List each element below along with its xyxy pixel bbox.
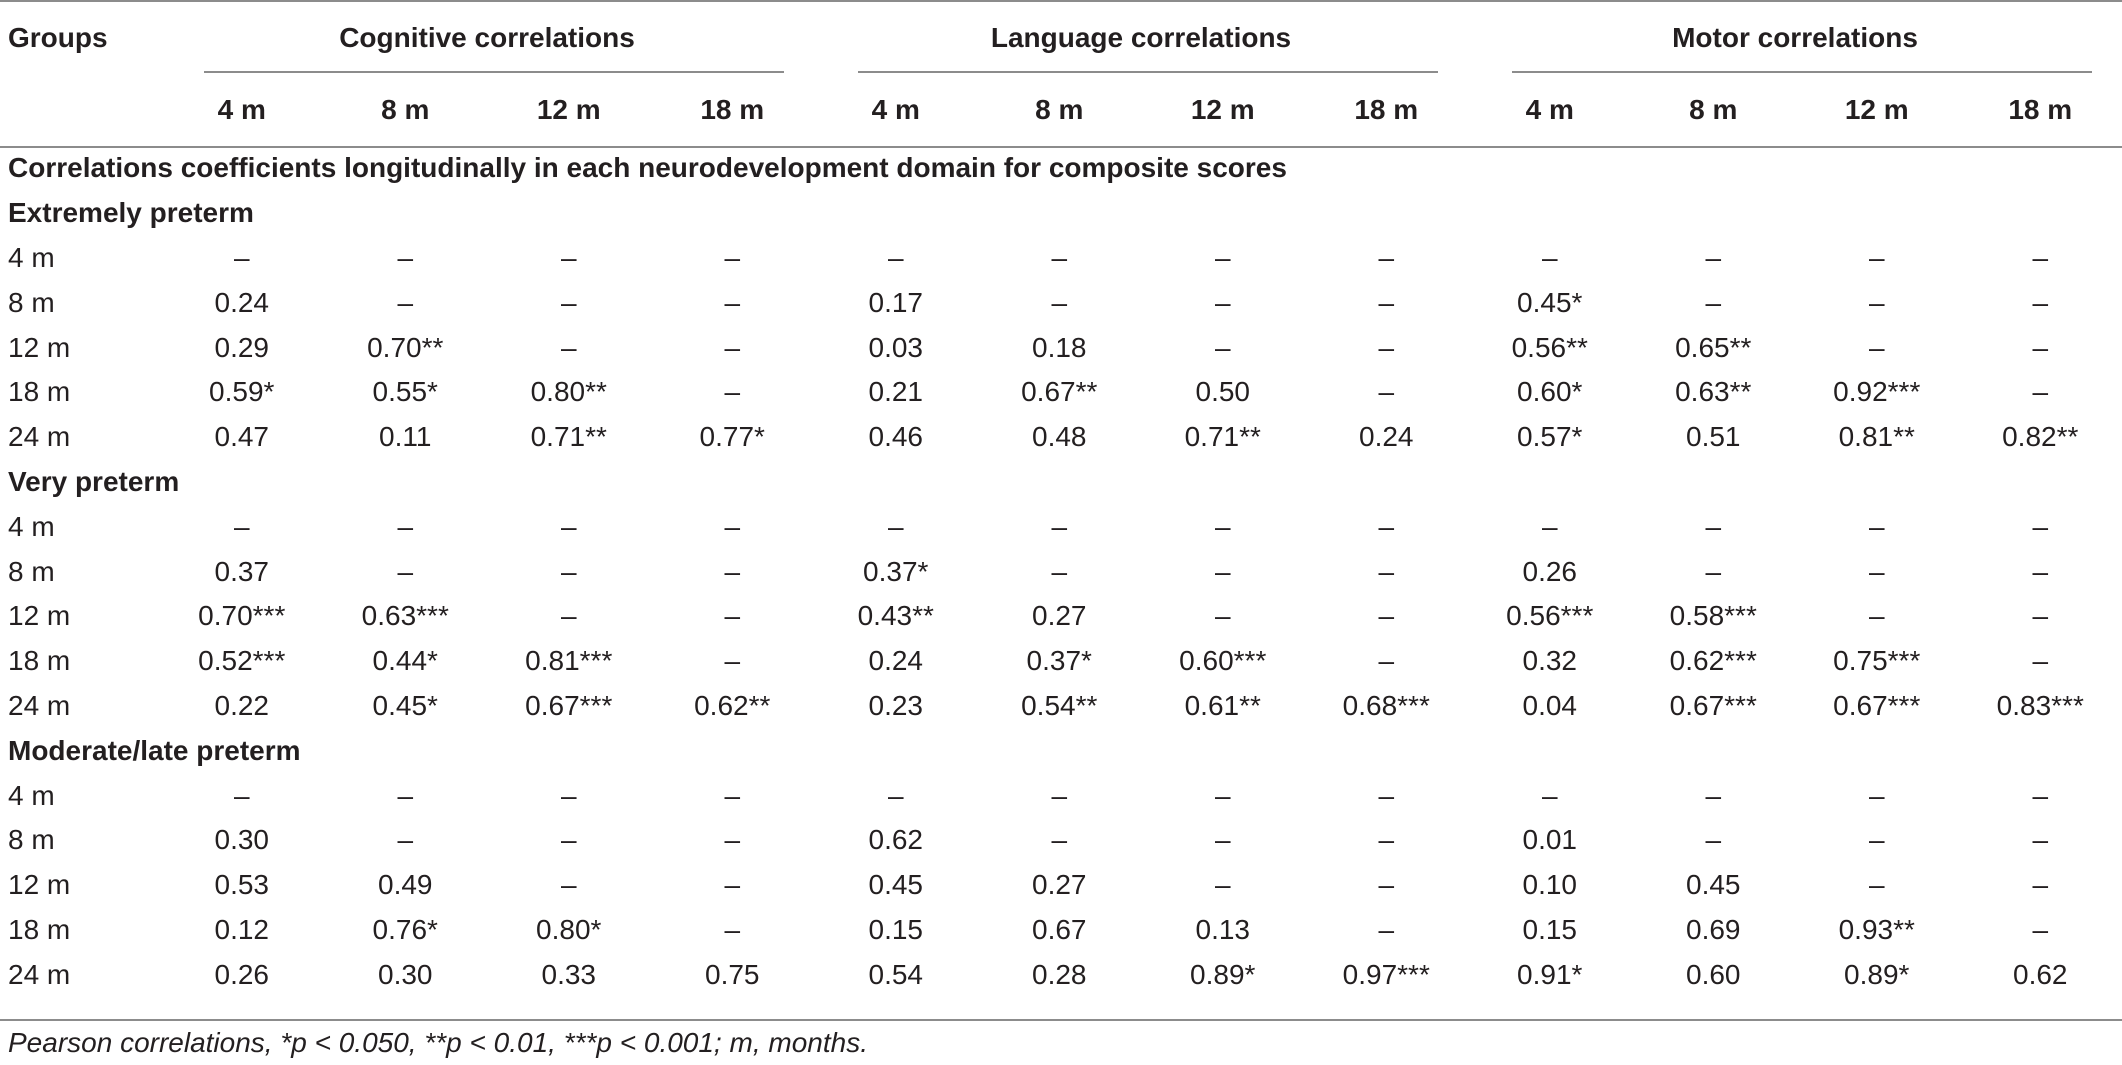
correlation-cell: 0.68***	[1342, 689, 1430, 721]
correlation-cell: 0.62**	[694, 689, 771, 721]
section-title-row	[0, 146, 2122, 191]
correlation-cell: 0.13	[1195, 913, 1250, 945]
correlation-cell: 0.67***	[1669, 689, 1757, 721]
correlation-cell: –	[1868, 286, 1885, 318]
correlation-cell: 0.03	[868, 331, 923, 363]
correlation-cell: 0.30	[214, 824, 269, 856]
table-row	[0, 236, 2122, 281]
age-header: 12 m	[536, 93, 601, 125]
correlation-cell: –	[1705, 555, 1722, 587]
age-header: 18 m	[2008, 93, 2073, 125]
age-header: 8 m	[1035, 93, 1084, 125]
age-header: 12 m	[1844, 93, 1909, 125]
correlation-cell: 0.24	[214, 286, 269, 318]
correlation-cell: 0.55*	[372, 376, 438, 408]
correlation-cell: –	[887, 779, 904, 811]
correlation-cell: –	[1051, 555, 1068, 587]
correlation-cell: –	[560, 600, 577, 632]
row-age-label: 18 m	[8, 645, 71, 677]
correlation-cell: 0.17	[868, 286, 923, 318]
correlation-cell: –	[1214, 779, 1231, 811]
correlation-cell: –	[2032, 645, 2049, 677]
correlation-cell: –	[560, 286, 577, 318]
correlation-cell: –	[1868, 510, 1885, 542]
correlation-cell: 0.62***	[1669, 645, 1757, 677]
age-header: 4 m	[1525, 93, 1574, 125]
header-row-ages	[0, 73, 2122, 146]
correlation-cell: –	[1214, 241, 1231, 273]
correlation-cell: 0.61**	[1184, 689, 1261, 721]
row-age-label: 18 m	[8, 913, 71, 945]
correlation-cell: –	[1378, 286, 1395, 318]
correlation-cell: –	[724, 510, 741, 542]
table-row	[0, 908, 2122, 953]
table-body	[0, 146, 2122, 997]
correlation-cell: 0.24	[868, 645, 923, 677]
correlation-cell: 0.50	[1195, 376, 1250, 408]
correlation-cell: 0.45	[1686, 869, 1741, 901]
correlation-cell: –	[724, 600, 741, 632]
cognitive-domain-label: Cognitive correlations	[339, 22, 635, 53]
correlation-cell: 0.43**	[857, 600, 934, 632]
correlation-cell: 0.91*	[1517, 958, 1583, 990]
correlation-cell: –	[1378, 869, 1395, 901]
correlation-cell: –	[560, 331, 577, 363]
correlation-cell: –	[1868, 331, 1885, 363]
group-title-row	[0, 460, 2122, 505]
table-row	[0, 773, 2122, 818]
table-row	[0, 504, 2122, 549]
correlation-cell: –	[2032, 600, 2049, 632]
correlation-cell: –	[1051, 286, 1068, 318]
correlation-cell: –	[1378, 824, 1395, 856]
correlation-cell: –	[1868, 241, 1885, 273]
age-header: 4 m	[871, 93, 920, 125]
language-domain-header	[814, 0, 1468, 73]
correlation-cell: –	[724, 555, 741, 587]
correlation-cell: 0.97***	[1342, 958, 1430, 990]
age-header: 4 m	[217, 93, 266, 125]
correlation-cell: 0.75	[705, 958, 760, 990]
correlation-cell: 0.65**	[1675, 331, 1752, 363]
correlation-cell: 0.80**	[530, 376, 607, 408]
correlation-cell: 0.59*	[209, 376, 275, 408]
correlation-cell: 0.63***	[361, 600, 449, 632]
correlation-cell: –	[2032, 376, 2049, 408]
correlation-cell: 0.70**	[367, 331, 444, 363]
correlation-cell: 0.80*	[536, 913, 602, 945]
groups-header: Groups	[8, 22, 108, 53]
table-row	[0, 639, 2122, 684]
correlation-cell: –	[2032, 824, 2049, 856]
correlation-cell: 0.75***	[1833, 645, 1921, 677]
correlation-cell: –	[724, 645, 741, 677]
motor-domain-label: Motor correlations	[1672, 22, 1918, 53]
cognitive-domain-header	[160, 0, 814, 73]
correlation-cell: –	[2032, 779, 2049, 811]
motor-domain-header	[1468, 0, 2122, 73]
correlation-cell: 0.70***	[198, 600, 286, 632]
correlation-cell: 0.47	[214, 421, 269, 453]
correlation-cell: –	[1541, 241, 1558, 273]
header-row-domains	[0, 0, 2122, 73]
correlation-cell: 0.71**	[530, 421, 607, 453]
correlation-cell: 0.33	[541, 958, 596, 990]
row-age-label: 12 m	[8, 600, 71, 632]
correlation-cell: –	[1214, 331, 1231, 363]
correlation-cell: –	[2032, 331, 2049, 363]
correlation-cell: –	[1051, 779, 1068, 811]
correlation-cell: –	[560, 241, 577, 273]
age-header: 8 m	[381, 93, 430, 125]
correlation-cell: 0.67***	[1833, 689, 1921, 721]
correlation-cell: 0.24	[1359, 421, 1414, 453]
correlation-cell: 0.93**	[1838, 913, 1915, 945]
correlation-cell: 0.54	[868, 958, 923, 990]
group-title: Very preterm	[8, 465, 180, 497]
correlation-cell: 0.67**	[1021, 376, 1098, 408]
correlation-cell: –	[1541, 779, 1558, 811]
correlation-cell: 0.37*	[1026, 645, 1092, 677]
correlation-cell: 0.26	[214, 958, 269, 990]
correlation-cell: –	[1214, 510, 1231, 542]
correlation-cell: –	[1868, 779, 1885, 811]
table-footnote: Pearson correlations, *p < 0.050, **p < 0.01, ***p < 0.001; m, months.	[8, 1027, 868, 1058]
correlation-cell: –	[1705, 779, 1722, 811]
correlation-cell: –	[560, 824, 577, 856]
correlation-cell: –	[724, 913, 741, 945]
correlation-cell: –	[2032, 913, 2049, 945]
correlation-cell: –	[397, 510, 414, 542]
row-age-label: 8 m	[8, 555, 55, 587]
correlation-cell: 0.37*	[863, 555, 929, 587]
table-row	[0, 280, 2122, 325]
correlation-cell: –	[1378, 241, 1395, 273]
correlation-cell: –	[1378, 555, 1395, 587]
correlation-cell: –	[1378, 645, 1395, 677]
correlation-cell: 0.45	[868, 869, 923, 901]
correlation-cell: 0.60*	[1517, 376, 1583, 408]
row-age-label: 24 m	[8, 958, 71, 990]
table-row	[0, 863, 2122, 908]
correlation-cell: 0.46	[868, 421, 923, 453]
correlation-cell: 0.29	[214, 331, 269, 363]
row-age-label: 4 m	[8, 241, 55, 273]
correlation-cell: 0.67	[1032, 913, 1087, 945]
correlation-cell: 0.51	[1686, 421, 1741, 453]
correlation-cell: –	[1051, 510, 1068, 542]
correlation-cell: –	[397, 555, 414, 587]
correlation-cell: 0.76*	[372, 913, 438, 945]
correlation-cell: 0.11	[379, 421, 432, 453]
correlation-cell: 0.57*	[1517, 421, 1583, 453]
correlation-cell: –	[1378, 600, 1395, 632]
correlation-cell: 0.15	[868, 913, 923, 945]
correlation-cell: 0.92***	[1833, 376, 1921, 408]
correlation-cell: –	[724, 869, 741, 901]
correlation-cell: –	[1705, 510, 1722, 542]
correlation-cell: 0.49	[378, 869, 433, 901]
language-domain-label: Language correlations	[990, 22, 1292, 53]
correlation-cell: –	[1868, 824, 1885, 856]
correlation-cell: 0.27	[1032, 600, 1087, 632]
header-empty-cell	[0, 73, 160, 146]
correlation-cell: –	[1214, 555, 1231, 587]
correlation-cell: –	[2032, 869, 2049, 901]
row-age-label: 24 m	[8, 689, 71, 721]
correlation-cell: –	[560, 510, 577, 542]
correlation-cell: –	[1051, 241, 1068, 273]
correlation-cell: –	[397, 286, 414, 318]
correlation-cell: 0.45*	[1517, 286, 1583, 318]
table-row	[0, 594, 2122, 639]
correlation-cell: 0.69	[1686, 913, 1741, 945]
correlation-cell: –	[724, 824, 741, 856]
correlation-cell: 0.83***	[1996, 689, 2084, 721]
correlation-cell: 0.89*	[1844, 958, 1910, 990]
correlation-cell: 0.10	[1522, 869, 1577, 901]
correlation-cell: 0.52***	[198, 645, 286, 677]
correlation-cell: –	[1541, 510, 1558, 542]
correlation-cell: –	[724, 779, 741, 811]
correlation-cell: 0.18	[1032, 331, 1087, 363]
correlation-cell: 0.30	[378, 958, 433, 990]
row-age-label: 8 m	[8, 286, 55, 318]
correlation-cell: 0.32	[1522, 645, 1577, 677]
correlation-cell: –	[233, 241, 250, 273]
correlation-cell: –	[233, 510, 250, 542]
correlation-cell: 0.62	[868, 824, 923, 856]
correlation-cell: –	[233, 779, 250, 811]
correlation-cell: –	[1868, 869, 1885, 901]
age-header: 8 m	[1689, 93, 1738, 125]
correlation-cell: 0.01	[1522, 824, 1577, 856]
group-title-row	[0, 191, 2122, 236]
table-row	[0, 549, 2122, 594]
correlation-cell: –	[560, 869, 577, 901]
group-title: Extremely preterm	[8, 197, 254, 229]
correlation-cell: 0.56***	[1506, 600, 1594, 632]
correlation-cell: 0.04	[1522, 689, 1577, 721]
correlation-cell: –	[2032, 510, 2049, 542]
correlation-cell: –	[724, 286, 741, 318]
correlation-cell: –	[887, 241, 904, 273]
correlation-cell: –	[1705, 241, 1722, 273]
correlation-cell: –	[1378, 331, 1395, 363]
section-title: Correlations coefficients longitudinally in each neurodevelopment domain for composite scores	[8, 152, 1287, 184]
correlation-cell: 0.45*	[372, 689, 438, 721]
correlation-cell: –	[1868, 555, 1885, 587]
table-bottom-rule	[0, 1019, 2122, 1021]
correlation-cell: –	[1378, 510, 1395, 542]
correlation-cell: 0.62	[2013, 958, 2068, 990]
correlation-cell: 0.21	[868, 376, 923, 408]
correlation-cell: 0.28	[1032, 958, 1087, 990]
group-title-row	[0, 728, 2122, 773]
correlation-cell: 0.67***	[525, 689, 613, 721]
correlation-cell: –	[2032, 241, 2049, 273]
correlation-cell: 0.60***	[1179, 645, 1267, 677]
correlation-cell: –	[2032, 286, 2049, 318]
correlation-cell: 0.44*	[372, 645, 438, 677]
row-age-label: 4 m	[8, 510, 55, 542]
correlation-cell: –	[1214, 824, 1231, 856]
row-age-label: 8 m	[8, 824, 55, 856]
correlation-cell: –	[397, 241, 414, 273]
correlation-cell: 0.27	[1032, 869, 1087, 901]
correlation-cell: 0.15	[1522, 913, 1577, 945]
table-row	[0, 370, 2122, 415]
correlation-cell: 0.58***	[1669, 600, 1757, 632]
correlation-cell: 0.81***	[525, 645, 613, 677]
table-row	[0, 952, 2122, 997]
correlation-cell: 0.22	[214, 689, 269, 721]
correlation-cell: 0.53	[214, 869, 269, 901]
correlation-cell: 0.48	[1032, 421, 1087, 453]
correlation-cell: 0.82**	[2002, 421, 2079, 453]
table-row	[0, 415, 2122, 460]
correlation-cell: –	[1378, 779, 1395, 811]
correlation-cell: –	[1705, 824, 1722, 856]
correlation-cell: 0.37	[214, 555, 269, 587]
correlation-cell: –	[724, 331, 741, 363]
correlation-cell: –	[1378, 376, 1395, 408]
correlation-cell: –	[1378, 913, 1395, 945]
age-header: 18 m	[1354, 93, 1419, 125]
row-age-label: 12 m	[8, 331, 71, 363]
correlation-cell: –	[1214, 869, 1231, 901]
correlation-cell: 0.23	[868, 689, 923, 721]
correlation-cell: –	[724, 241, 741, 273]
correlation-cell: –	[887, 510, 904, 542]
correlation-cell: –	[1051, 824, 1068, 856]
correlation-cell: –	[560, 779, 577, 811]
correlation-cell: –	[397, 779, 414, 811]
row-age-label: 12 m	[8, 869, 71, 901]
row-age-label: 24 m	[8, 421, 71, 453]
correlation-cell: 0.63**	[1675, 376, 1752, 408]
correlation-cell: 0.60	[1686, 958, 1741, 990]
correlation-cell: 0.81**	[1838, 421, 1915, 453]
age-header: 12 m	[1190, 93, 1255, 125]
table-row	[0, 684, 2122, 729]
group-title: Moderate/late preterm	[8, 734, 301, 766]
correlation-cell: –	[1705, 286, 1722, 318]
correlation-cell: 0.54**	[1021, 689, 1098, 721]
correlation-cell: –	[724, 376, 741, 408]
correlation-cell: –	[1214, 286, 1231, 318]
correlation-cell: –	[560, 555, 577, 587]
correlation-cell: 0.56**	[1511, 331, 1588, 363]
age-header: 18 m	[700, 93, 765, 125]
correlation-cell: 0.12	[214, 913, 269, 945]
correlation-cell: –	[1214, 600, 1231, 632]
correlation-cell: –	[397, 824, 414, 856]
row-age-label: 18 m	[8, 376, 71, 408]
correlation-cell: –	[1868, 600, 1885, 632]
correlation-cell: –	[2032, 555, 2049, 587]
correlation-cell: 0.26	[1522, 555, 1577, 587]
correlation-cell: 0.77*	[699, 421, 765, 453]
row-age-label: 4 m	[8, 779, 55, 811]
table-row	[0, 818, 2122, 863]
correlation-cell: 0.89*	[1190, 958, 1256, 990]
table-row	[0, 325, 2122, 370]
correlation-cell: 0.71**	[1184, 421, 1261, 453]
